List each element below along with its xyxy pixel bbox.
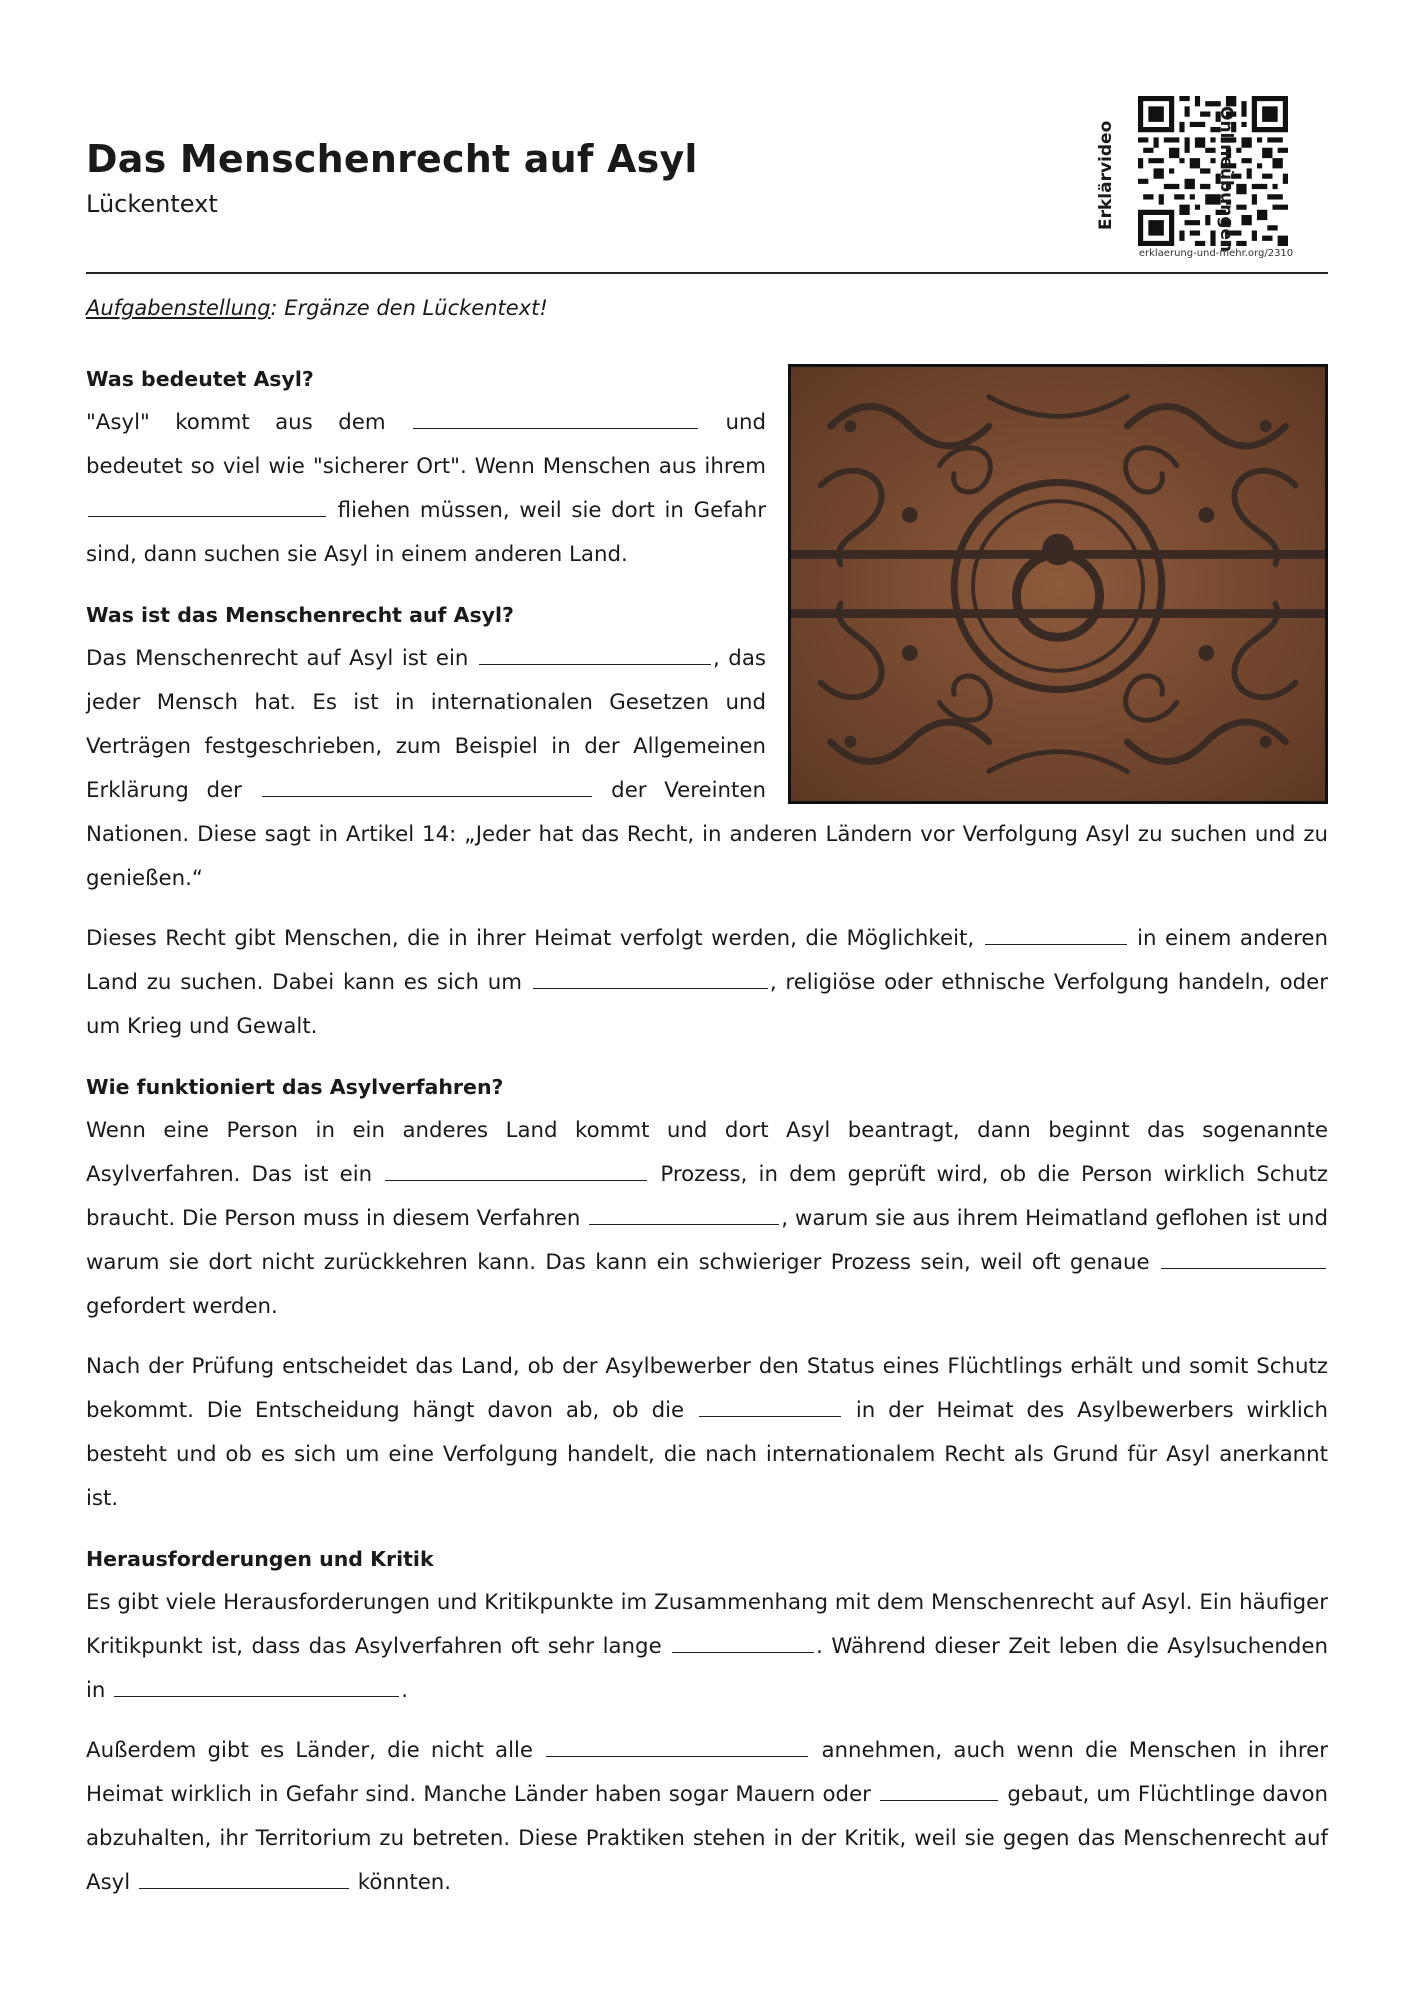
erklaervideo-label: Erklärvideo — [1096, 120, 1116, 230]
gap-field[interactable] — [546, 1755, 808, 1757]
heading-menschenrecht-auf-asyl: Was ist das Menschenrecht auf Asyl? — [86, 603, 514, 627]
gap-field[interactable] — [589, 1223, 779, 1225]
paragraph: "Asyl" kommt aus dem und bedeutet so viel wie "sicherer Ort". Wenn Menschen aus ihrem fliehen müssen, weil sie dort in Gefahr sind, dann suchen sie Asyl in einem anderen Land. — [86, 410, 766, 567]
gap-field[interactable] — [114, 1695, 399, 1697]
gap-field[interactable] — [413, 427, 698, 429]
gap-field[interactable] — [479, 663, 711, 665]
paragraph: Nach der Prüfung entscheidet das Land, ob der Asylbewerber den Status eines Flüchtlings erhält und somit Schutz bekommt. Die Entscheidung hängt davon ab, ob die in der Heimat des Asylbewerbers wirklich besteht und ob es sich um eine Verfolgung handelt, die nach internationalem Recht als Grund für Asyl anerkannt ist. — [86, 1354, 1328, 1511]
gap-field[interactable] — [88, 515, 326, 517]
paragraph: Dieses Recht gibt Menschen, die in ihrer Heimat verfolgt werden, die Möglichkeit, in einem anderen Land zu suchen. Dabei kann es sich um , religiöse oder ethnische Verfolgung handeln, oder um Krieg und Gewalt. — [86, 926, 1328, 1039]
heading-herausforderungen-kritik: Herausforderungen und Kritik — [86, 1547, 434, 1571]
gap-field[interactable] — [699, 1415, 841, 1417]
qr-url-text: erklaerung-und-mehr.org/2310 — [1138, 248, 1294, 259]
heading-was-bedeutet-asyl: Was bedeutet Asyl? — [86, 367, 314, 391]
paragraph: Wenn eine Person in ein anderes Land kommt und dort Asyl beantragt, dann beginnt das sogenannte Asylverfahren. Das ist ein Prozess, in dem geprüft wird, ob die Person wirklich Schutz braucht. Die Person muss in diesem Verfahren , warum sie aus ihrem Heimatland geflohen ist und warum sie dort nicht zurückkehren kann. Das kann ein schwieriger Prozess sein, weil oft genaue gefordert werden. — [86, 1118, 1328, 1319]
task-text: : Ergänze den Lückentext! — [270, 296, 548, 320]
task-instruction — [86, 296, 548, 320]
paragraph: Es gibt viele Herausforderungen und Kritikpunkte im Zusammenhang mit dem Menschenrecht auf Asyl. Ein häufiger Kritikpunkt ist, dass das Asylverfahren oft sehr lange . Während dieser Zeit leben die Asylsuchenden in . — [86, 1590, 1328, 1703]
gap-field[interactable] — [262, 795, 592, 797]
header-divider — [86, 272, 1328, 274]
page-subtitle: Lückentext — [86, 190, 218, 218]
onlineuebungen-label: Onlineübungen — [1216, 106, 1236, 253]
gap-field[interactable] — [880, 1799, 998, 1801]
page-title: Das Menschenrecht auf Asyl — [86, 137, 698, 181]
gap-field[interactable] — [985, 943, 1127, 945]
gap-field[interactable] — [1161, 1267, 1326, 1269]
qr-code-icon[interactable] — [1138, 96, 1288, 246]
cloze-text — [86, 357, 1328, 1921]
paragraph: Außerdem gibt es Länder, die nicht alle annehmen, auch wenn die Menschen in ihrer Heimat wirklich in Gefahr sind. Manche Länder haben sogar Mauern oder gebaut, um Flüchtlinge davon abzuhalten, ihr Territorium zu betreten. Diese Praktiken stehen in der Kritik, weil sie gegen das Menschenrecht auf Asyl könnten. — [86, 1738, 1328, 1895]
gap-field[interactable] — [672, 1651, 814, 1653]
paragraph: Das Menschenrecht auf Asyl ist ein , das jeder Mensch hat. Es ist in internationalen Gesetzen und Verträgen festgeschrieben, zum Beispiel in der Allgemeinen Erklärung der der Vereinten Nationen. Diese sagt in Artikel 14: „Jeder hat das Recht, in anderen Ländern vor Verfolgung Asyl zu suchen und zu genießen.“ — [86, 646, 1328, 891]
heading-asylverfahren: Wie funktioniert das Asylverfahren? — [86, 1075, 504, 1099]
gap-field[interactable] — [385, 1179, 647, 1181]
gap-field[interactable] — [139, 1887, 349, 1889]
gap-field[interactable] — [533, 987, 768, 989]
ornate-door-photo — [788, 364, 1328, 804]
task-label: Aufgabenstellung — [86, 296, 271, 320]
